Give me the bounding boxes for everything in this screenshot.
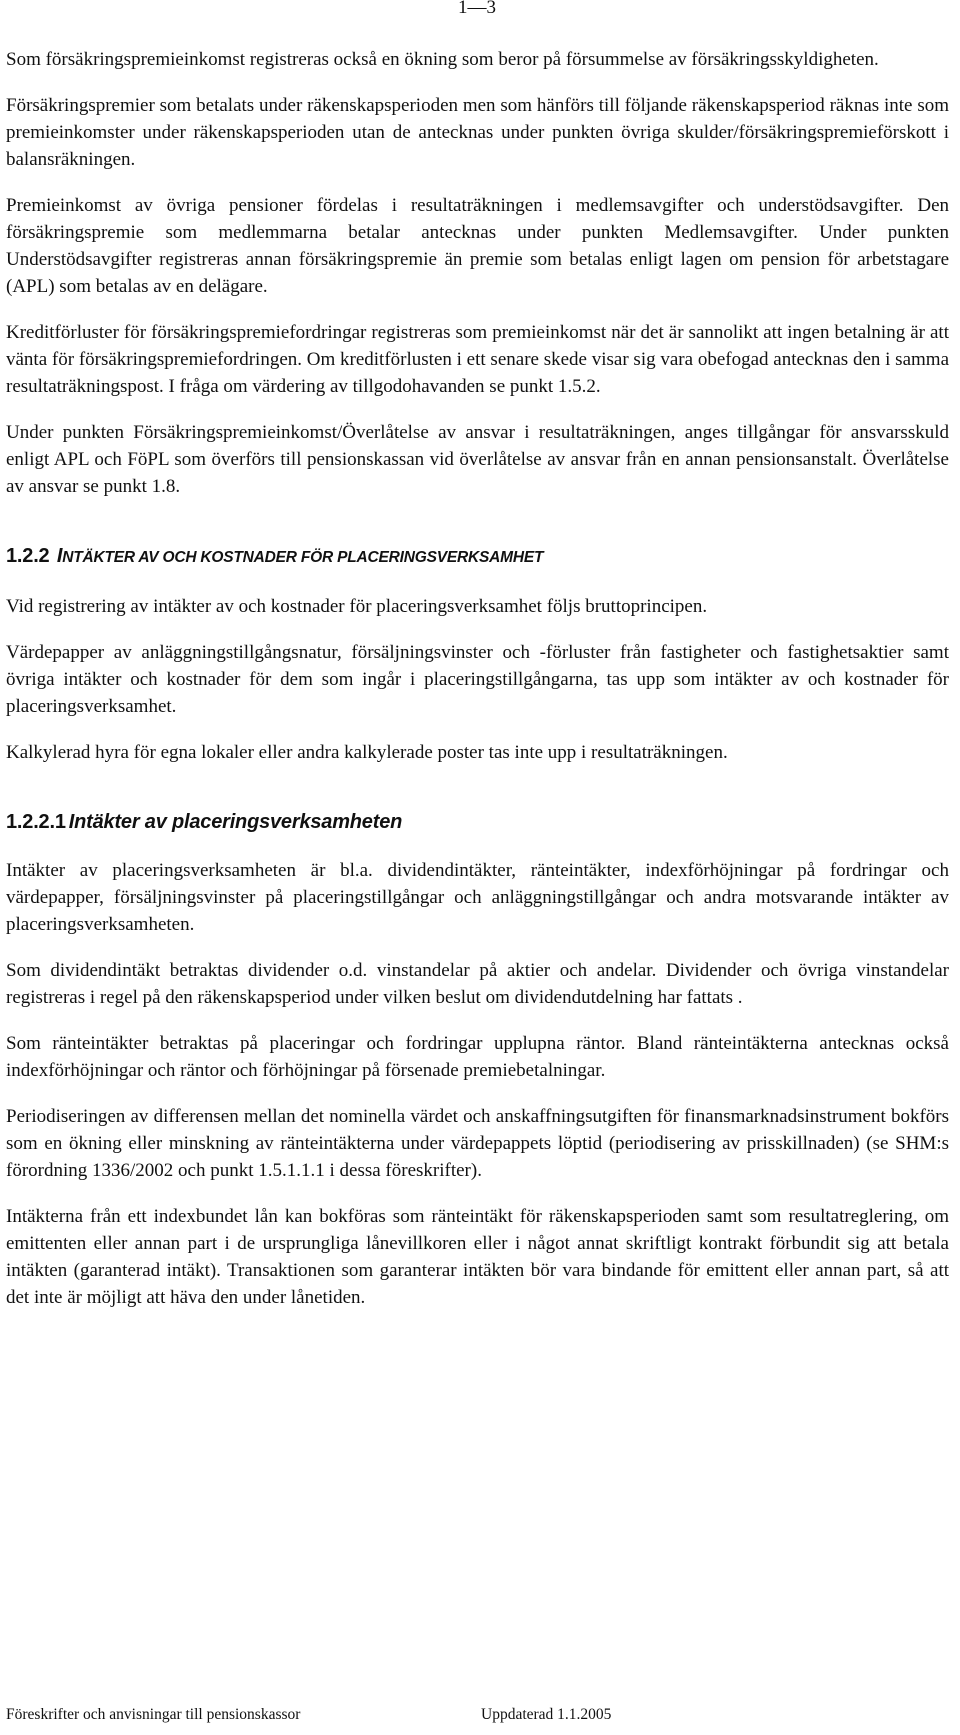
section-title-rest: NTÄKTER AV OCH KOSTNADER FÖR PLACERINGSVERKSAMHET (62, 549, 544, 566)
paragraph-12: Periodiseringen av differensen mellan det nominella värdet och anskaffningsutgiften för finansmarknadsinstrument bokförs som en ökning eller minskning av ränteintäkterna under värdepappets löptid (periodisering av prisskillnaden) (se SHM:s förordning 1336/2002 och punkt 1.5.1.1.1 i dessa föreskrifter). (6, 1106, 949, 1181)
paragraph-6: Vid registrering av intäkter av och kostnader för placeringsverksamhet följs bruttoprincipen. (6, 596, 708, 617)
footer-publication: Föreskrifter och anvisningar till pensionskassor (6, 1706, 301, 1723)
section-heading-1-2-2 (6, 543, 949, 571)
subsection-number: 1.2.2.1 (6, 811, 66, 833)
paragraph-13: Intäkterna från ett indexbundet lån kan bokföras som ränteintäkt för räkenskapsperioden samt som resultatreglering, om emittenten eller annan part i de ursprungliga lånevillkoren eller i något annat skriftligt kontrakt förbundit sig att betala intäkten (garanterad intäkt). Transaktionen som garanterar intäkten bör vara bindande för emittent eller annan part, så att det inte är möjligt att häva den under lånetiden. (6, 1206, 949, 1308)
paragraph-3: Premieinkomst av övriga pensioner fördelas i resultaträkningen i medlemsavgifter och understödsavgifter. Den försäkringspremie som medlemmarna betalar antecknas under punkten Medlemsavgifter. Under punkten Understödsavgifter registreras annan försäkringspremie än premie som betalas enligt lagen om pension för arbetstagare (APL) som betalas av en delägare. (6, 195, 949, 297)
paragraph-4: Kreditförluster för försäkringspremiefordringar registreras som premieinkomst när det är sannolikt att ingen betalning är att vänta för försäkringspremiefordringen. Om kreditförlusten i ett senare skede visar sig vara obefogad antecknas den i samma resultaträkningspost. I fråga om värdering av tillgodohavanden se punkt 1.5.2. (6, 322, 949, 397)
paragraph-7: Värdepapper av anläggningstillgångsnatur, försäljningsvinster och -förluster från fastigheter och fastighetsaktier samt övriga intäkter och kostnader för dem som ingår i placeringstillgångarna, tas upp som intäkter av och kostnader för placeringsverksamhet. (6, 642, 949, 717)
paragraph-9: Intäkter av placeringsverksamheten är bl.a. dividendintäkter, ränteintäkter, indexförhöjningar på fordringar och värdepapper, försäljningsvinster på placeringstillgångar och anläggningstillgångar och andra motsvarande intäkter av placeringsverksamheten. (6, 860, 949, 935)
section-number: 1.2.2 (6, 545, 50, 567)
footer-updated: Uppdaterad 1.1.2005 (481, 1706, 612, 1723)
document-body (6, 46, 949, 1311)
paragraph-1: Som försäkringspremieinkomst registreras också en ökning som beror på försummelse av försäkringsskyldigheten. (6, 49, 879, 70)
subsection-title: Intäkter av placeringsverksamheten (68, 811, 403, 833)
paragraph-10: Som dividendintäkt betraktas dividender o.d. vinstandelar på aktier och andelar. Dividender och övriga vinstandelar registreras i regel på den räkenskapsperiod under vilken beslut om dividendutdelning har fattats . (6, 960, 949, 1008)
subsection-heading-1-2-2-1 (6, 809, 949, 835)
paragraph-8: Kalkylerad hyra för egna lokaler eller andra kalkylerade poster tas inte upp i resultaträkningen. (6, 742, 728, 763)
section-title-initial: I (56, 545, 63, 567)
paragraph-2: Försäkringspremier som betalats under räkenskapsperioden men som hänförs till följande räkenskapsperiod räknas inte som premieinkomster under räkenskapsperioden utan de antecknas under punkten övriga skulder/försäkringspremieförskott i balansräkningen. (6, 95, 949, 170)
paragraph-5: Under punkten Försäkringspremieinkomst/Överlåtelse av ansvar i resultaträkningen, anges tillgångar för ansvarsskuld enligt APL och FöPL som överförs till pensionskassan vid överlåtelse av ansvar från en annan pensionsanstalt. Överlåtelse av ansvar se punkt 1.8. (6, 422, 949, 497)
page-number: 1—3 (458, 0, 496, 18)
paragraph-11: Som ränteintäkter betraktas på placeringar och fordringar upplupna räntor. Bland ränteintäkterna antecknas också indexförhöjningar och räntor och förhöjningar på försenade premiebetalningar. (6, 1033, 949, 1081)
